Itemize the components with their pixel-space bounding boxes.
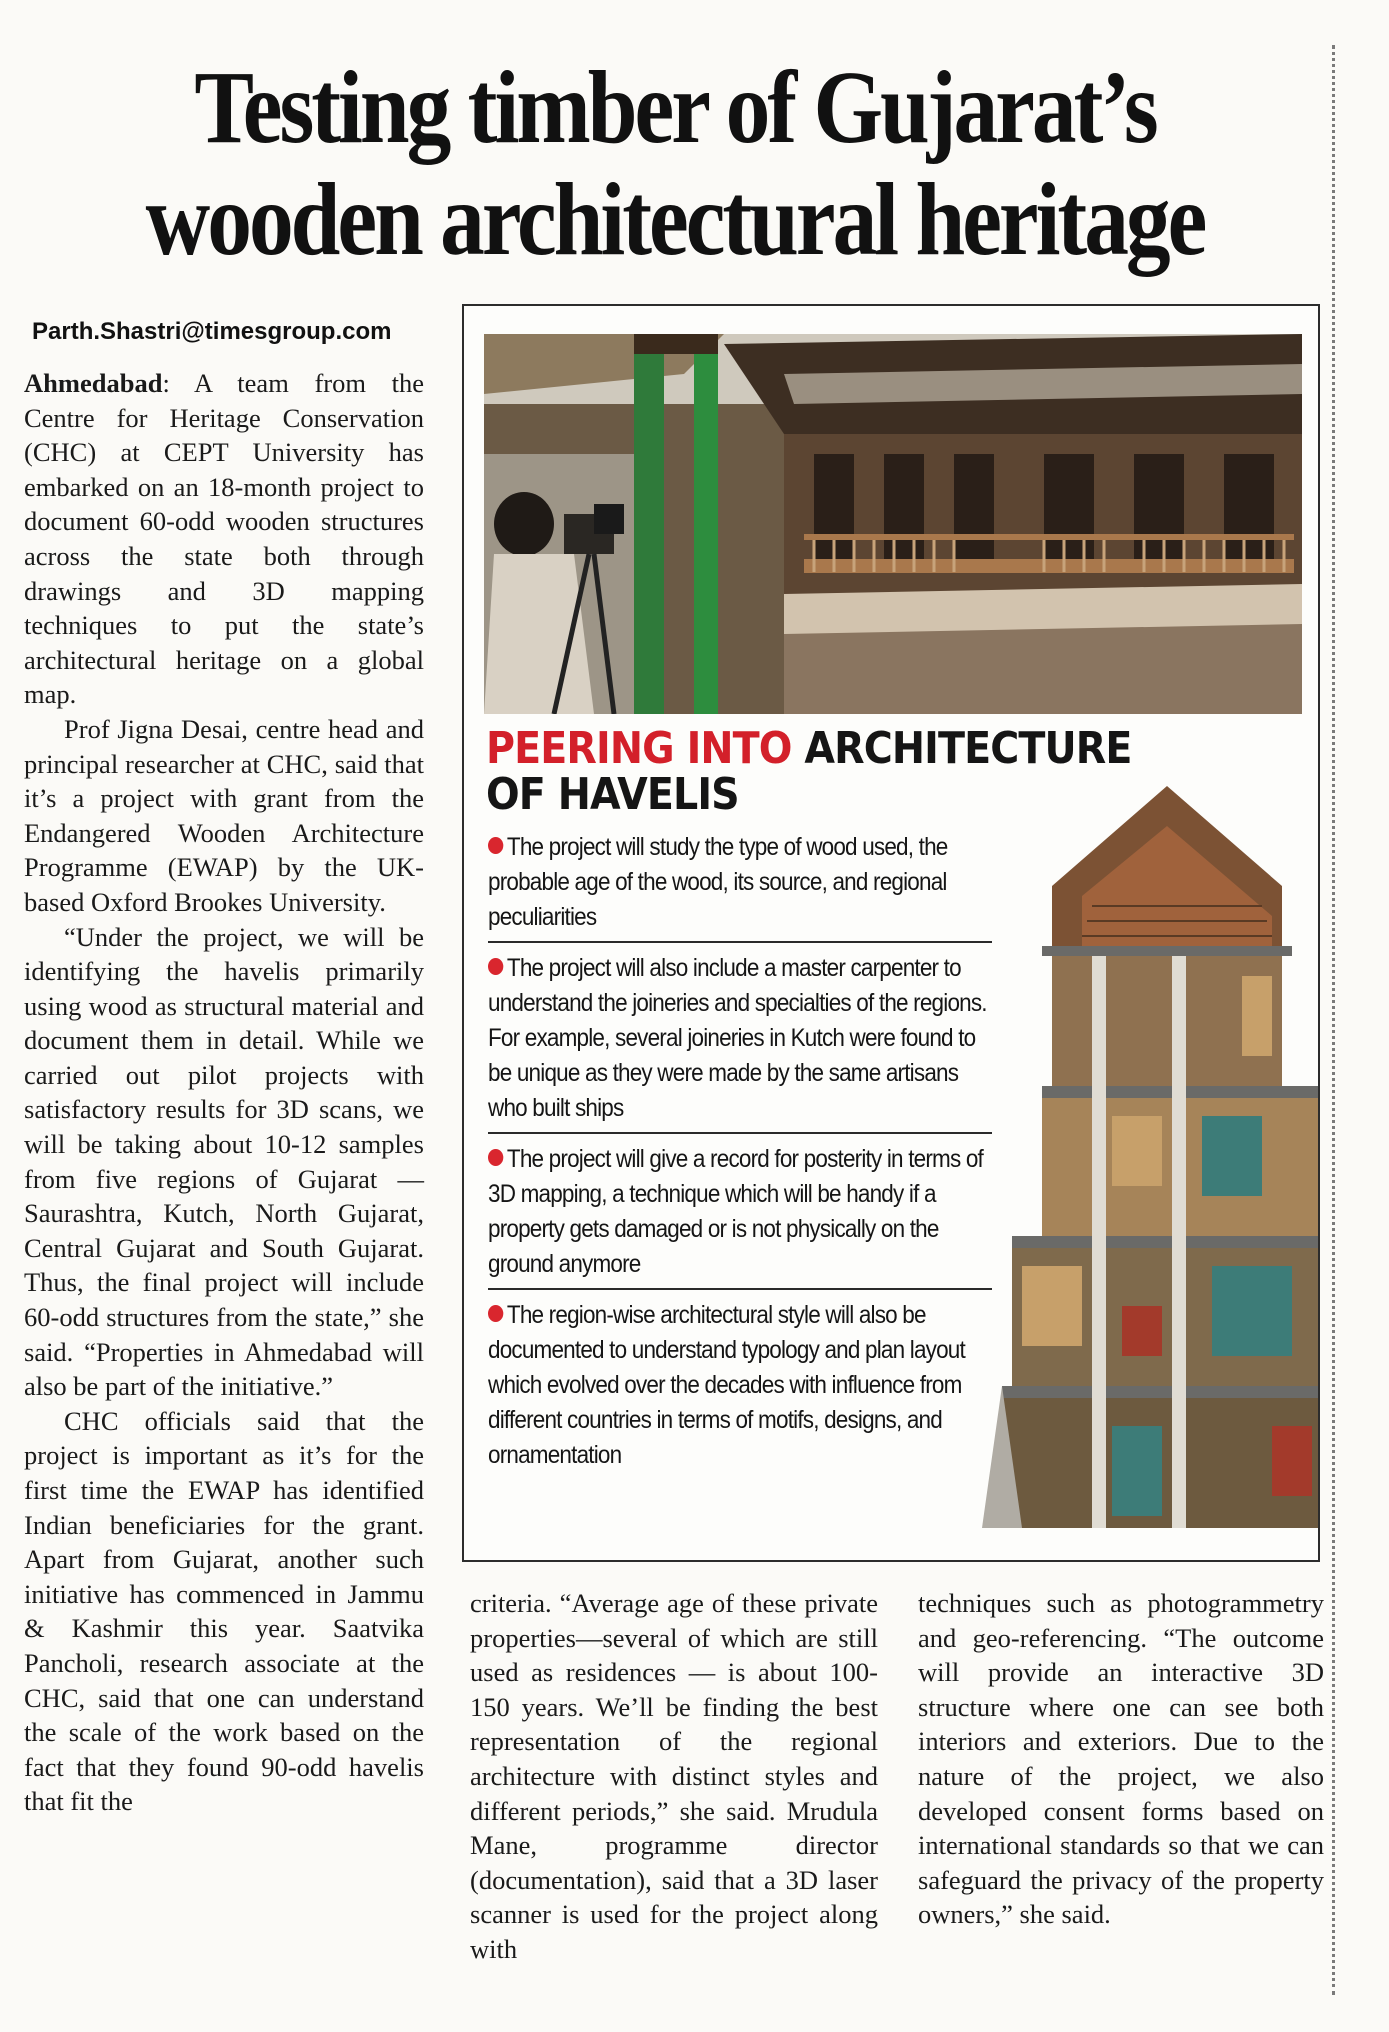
- article-column-1: [24, 366, 424, 1819]
- article-column-2: [470, 1586, 878, 1967]
- article-headline: Testing timber of Gujarat’s wooden architectural heritage: [145, 50, 1205, 277]
- article-paragraph: Prof Jigna Desai, centre head and principal researcher at CHC, said that it’s a project with grant from the Endangered Wooden Architecture Programme (EWAP) by the UK-based Oxford Brookes University.: [24, 713, 424, 917]
- article-paragraph: criteria. “Average age of these private properties—several of which are still used as residences — is about 100-150 years. We’ll be finding the best representation of the regional architecture with distinct styles and different periods,” she said. Mrudula Mane, programme director (documentation), said that a 3D laser scanner is used for the project along with: [470, 1588, 878, 1964]
- haveli-photo: [484, 334, 1302, 714]
- red-bullet-icon: [488, 958, 503, 975]
- infobox-bullet: The project will also include a master carpenter to understand the joineries and specialties of the regions. For example, several joineries in Kutch were found to be unique as they were made by the same artisans who built ships: [488, 951, 992, 1134]
- infobox-title-red: PEERING INTO: [486, 723, 792, 774]
- infobox-title-line2: OF HAVELIS: [486, 769, 739, 820]
- infobox-bullet: The project will give a record for posterity in terms of 3D mapping, a technique which will be handy if a property gets damaged or is not physically on the ground anymore: [488, 1142, 992, 1290]
- infobox-bullet: The project will study the type of wood used, the probable age of the wood, its source, and regional peculiarities: [488, 830, 992, 943]
- infobox-title-black: ARCHITECTURE: [804, 723, 1132, 774]
- info-box: [462, 304, 1320, 1562]
- article-column-3: [918, 1586, 1324, 1932]
- article-paragraph: Ahmedabad: A team from the Centre for Heritage Conservation (CHC) at CEPT University has embarked on an 18-month project to document 60-odd wooden structures across the state both through drawings and 3D mapping techniques to put the state’s architectural heritage on a global map.: [24, 368, 424, 710]
- red-bullet-icon: [488, 837, 503, 854]
- article-paragraph: “Under the project, we will be identifying the havelis primarily using wood as structural material and document them in detail. While we carried out pilot projects with satisfactory results for 3D scans, we will be taking about 10-12 samples from five regions of Gujarat — Saurashtra, Kutch, North Gujarat, Central Gujarat and South Gujarat. Thus, the final project will include 60-odd structures from the state,” she said. “Properties in Ahmedabad will also be part of the initiative.”: [24, 921, 424, 1402]
- column-rule-dotted: [1332, 45, 1335, 1995]
- dateline: Ahmedabad: [24, 368, 163, 398]
- red-bullet-icon: [488, 1305, 503, 1322]
- infobox-bullet: The region-wise architectural style will also be documented to understand typology and plan layout which evolved over the decades with influence from different countries in terms of motifs, designs, and ornamentation: [488, 1301, 965, 1469]
- article-paragraph: techniques such as photogrammetry and geo-referencing. “The outcome will provide an interactive 3D structure where one can see both interiors and exteriors. Due to the nature of the project, we also developed consent forms based on international standards so that we can safeguard the privacy of the property owners,” she said.: [918, 1588, 1324, 1930]
- infobox-bullet-list: [488, 830, 988, 1487]
- article-paragraph: CHC officials said that the project is important as it’s for the first time the EWAP has identified Indian beneficiaries for the grant. Apart from Gujarat, another such initiative has commenced in Jammu & Kashmir this year. Saatvika Pancholi, research associate at the CHC, said that one can understand the scale of the work based on the fact that they found 90-odd havelis that fit the: [24, 1405, 424, 1817]
- red-bullet-icon: [488, 1149, 503, 1166]
- haveli-cutaway-illustration: [982, 786, 1320, 1528]
- byline: Parth.Shastri@timesgroup.com: [32, 318, 392, 345]
